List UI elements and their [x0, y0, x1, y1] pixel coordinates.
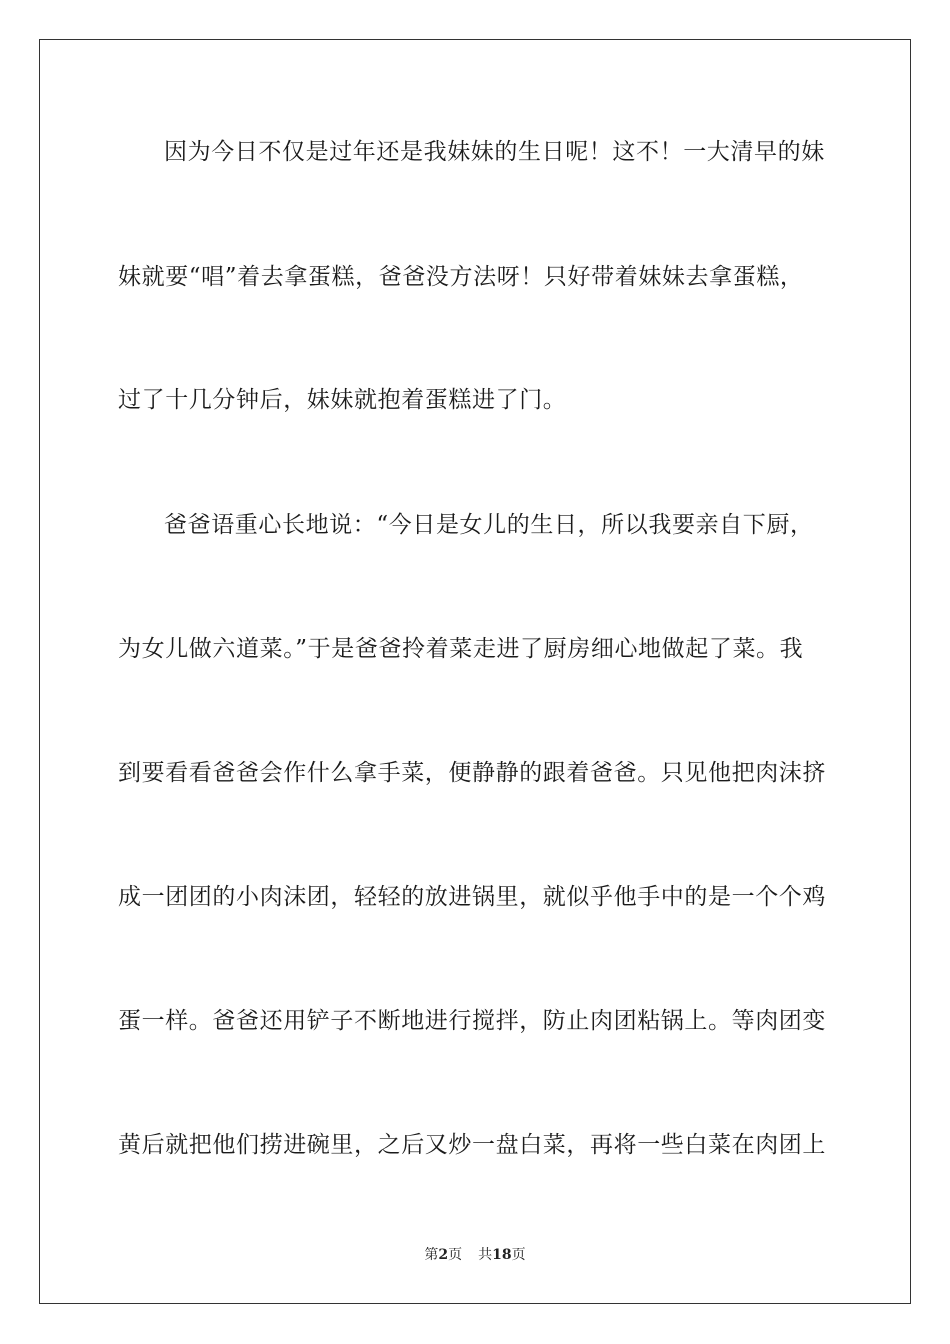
- page-number: 2: [438, 1247, 449, 1263]
- paragraph-1-line-2: 妹就要“唱”着去拿蛋糕，爸爸没方法呀！只好带着妹妹去拿蛋糕，: [118, 264, 804, 290]
- page-footer: [0, 1246, 950, 1264]
- paragraph-2-line-2: 为女儿做六道菜。”于是爸爸拎着菜走进了厨房细心地做起了菜。我: [118, 636, 804, 662]
- total-prefix: 共: [478, 1247, 493, 1263]
- paragraph-1-line-1: 因为今日不仅是过年还是我妹妹的生日呢！这不！一大清早的妹: [164, 139, 825, 165]
- paragraph-1-line-3: 过了十几分钟后，妹妹就抱着蛋糕进了门。: [118, 387, 567, 413]
- paragraph-2-line-5: 蛋一样。爸爸还用铲子不断地进行搅拌，防止肉团粘锅上。等肉团变: [118, 1008, 826, 1034]
- paragraph-2-line-1: 爸爸语重心长地说：“今日是女儿的生日，所以我要亲自下厨，: [164, 512, 814, 538]
- page-prefix: 第: [424, 1247, 439, 1263]
- page-border: [39, 39, 911, 1304]
- page-suffix: 页: [448, 1247, 463, 1263]
- paragraph-2-line-3: 到要看看爸爸会作什么拿手菜，便静静的跟着爸爸。只见他把肉沫挤: [118, 760, 826, 786]
- paragraph-2-line-6: 黄后就把他们捞进碗里，之后又炒一盘白菜，再将一些白菜在肉团上: [118, 1132, 826, 1158]
- total-pages: 18: [492, 1247, 512, 1263]
- total-suffix: 页: [511, 1247, 526, 1263]
- paragraph-2-line-4: 成一团团的小肉沫团，轻轻的放进锅里，就似乎他手中的是一个个鸡: [118, 884, 826, 910]
